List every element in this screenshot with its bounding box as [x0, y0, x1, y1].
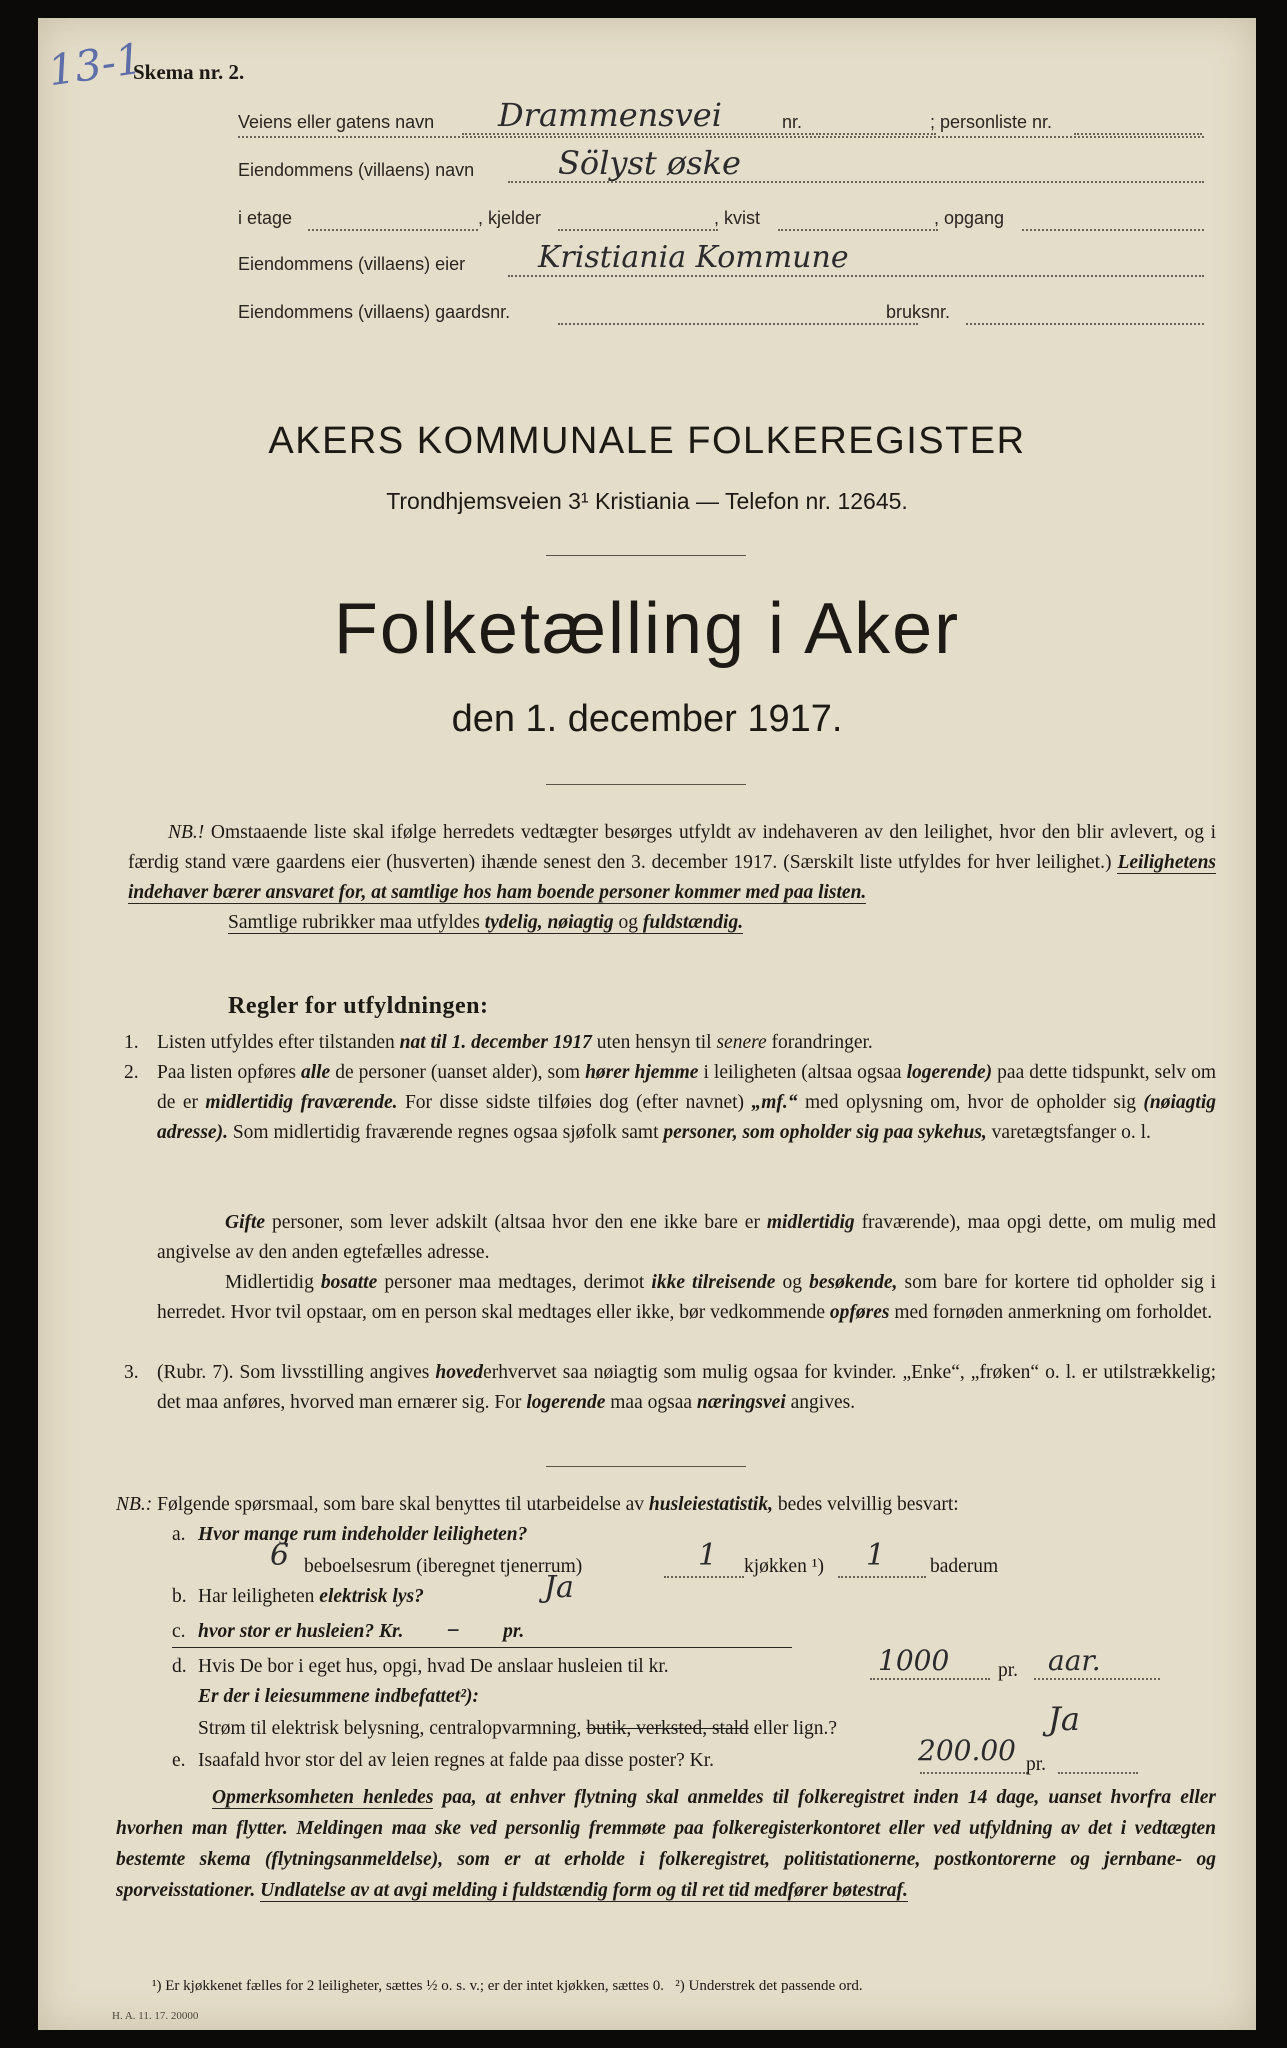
rule-1: 1. Listen utfyldes efter tilstanden nat til 1. december 1917 uten hensyn til senere forandringer. — [124, 1032, 873, 1053]
share-value: 200.00 — [918, 1734, 1016, 1767]
street-label: Veiens eller gatens navn — [238, 112, 435, 132]
kitchen-label: kjøkken ¹) — [744, 1556, 825, 1577]
bathroom-label: baderum — [930, 1556, 999, 1577]
own-house-rent-value: 1000 — [878, 1644, 950, 1677]
period-value: aar. — [1048, 1644, 1101, 1677]
rooms-label: beboelsesrum (iberegnet tjenerrum) — [304, 1556, 583, 1577]
census-form-page — [38, 18, 1256, 2030]
property-name-label: Eiendommens (villaens) navn — [238, 160, 475, 180]
per-label-d: pr. — [998, 1660, 1019, 1681]
owner-label: Eiendommens (villaens) eier — [238, 254, 466, 274]
document-date: den 1. december 1917. — [451, 698, 843, 740]
farm-number-label: Eiendommens (villaens) gaardsnr. — [238, 302, 511, 322]
nb2-intro: NB.: Følgende spørsmaal, som bare skal benyttes til utarbeidelse av husleiestatistik, bedes velvillig besvart: — [116, 1494, 959, 1515]
rule-3: 3. (Rubr. 7). Som livsstilling angives hovederhvervet saa nøiagtig som mulig ogsaa for kvinder. „Enke“, „frøken“ o. l. er utilstrækkelig; det maa anføres, hvorved man ernærer sig. For logerende maa ogsaa næringsvei angives. — [124, 1362, 1216, 1413]
rule-2-married: Gifte personer, som lever adskilt (altsaa hvor den ene ikke bare er midlertidig fraværende), maa opgi dette, om mulig med angivelse av den anden egtefælles adresse. — [157, 1212, 1217, 1263]
organization-address: Trondhjemsveien 3¹ Kristiania — Telefon nr. 12645. — [386, 488, 908, 514]
street-value: Drammensvei — [498, 96, 722, 134]
entrance-label: , opgang — [934, 208, 1005, 228]
rooms-value: 6 — [270, 1538, 290, 1573]
nb-emphasis: Leilighetens indehaver bærer ansvaret for, at samtlige hos ham boende personer kommer med paa listen. — [128, 852, 1217, 903]
electric-light-value: Ja — [544, 1570, 574, 1605]
owner-value: Kristiania Kommune — [538, 240, 849, 275]
property-name-value: Sölyst øske — [558, 144, 741, 182]
basement-label: , kjelder — [478, 208, 542, 228]
nb-rubrics-line: Samtlige rubrikker maa utfyldes tydelig, nøiagtig og fuldstændig. — [228, 912, 744, 933]
nr-label: nr. — [782, 112, 803, 132]
included-value: Ja — [1048, 1700, 1080, 1738]
organization-name: AKERS KOMMUNALE FOLKEREGISTER — [268, 420, 1026, 462]
rent-value: – — [446, 1614, 460, 1644]
question-a: a. Hvor mange rum indeholder leiligheten? — [172, 1524, 528, 1545]
question-b: b. Har leiligheten elektrisk lys? — [172, 1586, 424, 1607]
bathroom-value: 1 — [866, 1538, 886, 1573]
nb-lead: NB.! — [168, 822, 205, 843]
question-e: e. Isaafald hvor stor del av leien regnes at falde paa disse poster? Kr. — [172, 1750, 715, 1771]
included-question: Er der i leiesummene indbefattet²): — [198, 1686, 479, 1707]
kitchen-value: 1 — [698, 1538, 718, 1573]
nb-text: Omstaaende liste skal ifølge herredets vedtægter besørges utfyldt av indehaveren av den leilighet, hvor den blir avlevert, og i færdig stand være gaardens eier (husverten) ihænde senest den 3. december 1917. (Særskilt liste utfyldes for hver leilighet.) — [128, 822, 1216, 873]
rule-2: 2. Paa listen opføres alle de personer (uanset alder), som hører hjemme i leiligheten (altsaa ogsaa logerende) paa dette tidspunkt, selv om de er midlertidig fraværende. For disse sidste tilføies dog (efter navnet) „mf.“ med oplysning om, hvor de opholder sig (nøiagtig adresse). Som midlertidig fraværende regnes ogsaa sjøfolk samt personer, som opholder sig paa sykehus, varetægtsfanger o. l. — [124, 1062, 1217, 1143]
footnote: ¹) Er kjøkkenet fælles for 2 leiligheter, sættes ½ o. s. v.; er der intet kjøkken, sættes 0. ²) Understrek det passende ord. — [152, 1978, 863, 1994]
margin-mark: 13-1 — [45, 33, 146, 96]
schema-number: Skema nr. 2. — [133, 60, 245, 84]
included-items: Strøm til elektrisk belysning, centralopvarmning, butik, verksted, stald eller lign.? — [198, 1718, 838, 1739]
nb-instructions — [128, 818, 1216, 908]
question-c: c. hvor stor er husleien? Kr. – pr. — [172, 1614, 792, 1648]
document-title: Folketælling i Aker — [333, 589, 961, 669]
floor-label: i etage — [238, 208, 293, 228]
moving-notice: Opmerksomheten henledes paa, at enhver flytning skal anmeldes til folkeregistret inden 14 dage, uanset hvorfra eller hvorhen man flytter. Meldingen maa ske ved personlig fremmøte paa folkeregisterkontoret eller ved utfyldning av det i vedtægten bestemte skema (flytningsanmeldelse), som er at erholde i folkeregistret, politistationerne, postkontorerne og jernbane- og sporveisstationer. Undlatelse av at avgi melding i fuldstændig form og til ret tid medfører bøtestraf. — [116, 1787, 1216, 1901]
question-d: d. Hvis De bor i eget hus, opgi, hvad De anslaar husleien til kr. — [172, 1656, 669, 1677]
rules-heading: Regler for utfyldningen: — [228, 993, 489, 1019]
personliste-label: ; personliste nr. — [930, 112, 1053, 132]
attic-label: , kvist — [714, 208, 761, 228]
per-label-e: pr. — [1026, 1754, 1047, 1775]
print-mark: H. A. 11. 17. 20000 — [112, 2010, 199, 2022]
rule-2-temporary: Midlertidig bosatte personer maa medtages, derimot ikke tilreisende og besøkende, som bare for kortere tid opholder sig i herredet. Hvor tvil opstaar, om en person skal medtages eller ikke, bør vedkommende opføres med fornøden anmerkning om forholdet. — [157, 1272, 1217, 1323]
bruks-number-label: bruksnr. — [886, 302, 951, 322]
